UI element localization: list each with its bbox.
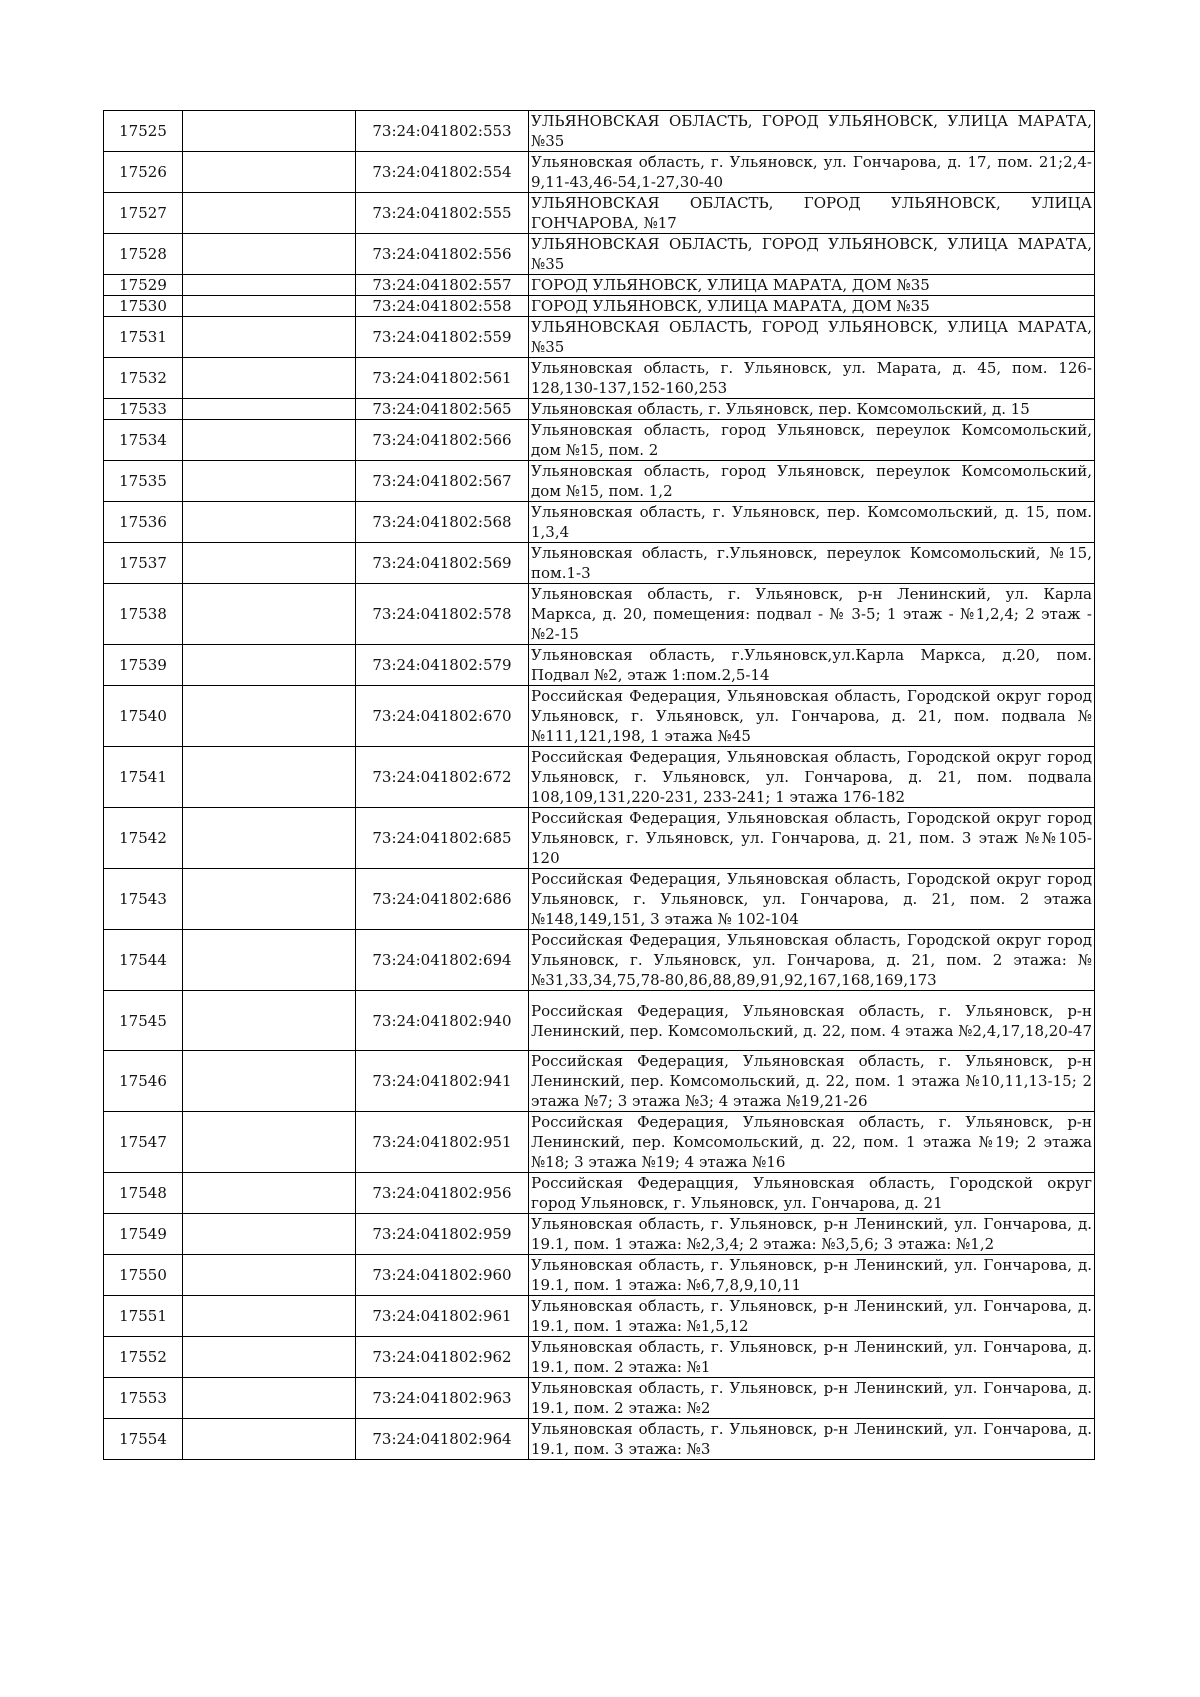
empty-cell bbox=[183, 1173, 356, 1214]
cadastral-number-cell: 73:24:041802:568 bbox=[356, 502, 529, 543]
address-cell: Ульяновская область, г. Ульяновск, р-н Ленинский, ул. Гончарова, д. 19.1, пом. 1 этажа: №2,3,4; 2 этажа: №3,5,6; 3 этажа: №1,2 bbox=[529, 1214, 1095, 1255]
row-number-cell: 17539 bbox=[104, 645, 183, 686]
cadastral-number-cell: 73:24:041802:567 bbox=[356, 461, 529, 502]
row-number-cell: 17535 bbox=[104, 461, 183, 502]
table-row bbox=[104, 584, 1095, 645]
address-cell: Ульяновская область, г.Ульяновск, переулок Комсомольский, №15, пом.1-3 bbox=[529, 543, 1095, 584]
table-row bbox=[104, 1112, 1095, 1173]
cadastral-number-cell: 73:24:041802:960 bbox=[356, 1255, 529, 1296]
table-row bbox=[104, 1419, 1095, 1460]
table-row bbox=[104, 869, 1095, 930]
address-cell: Российская Федерация, Ульяновская область, г. Ульяновск, р-н Ленинский, пер. Комсомольский, д. 22, пом. 1 этажа №19; 2 этажа №18; 3 этажа №19; 4 этажа №16 bbox=[529, 1112, 1095, 1173]
cadastral-number-cell: 73:24:041802:951 bbox=[356, 1112, 529, 1173]
row-number-cell: 17553 bbox=[104, 1378, 183, 1419]
row-number-cell: 17554 bbox=[104, 1419, 183, 1460]
address-cell: Ульяновская область, г.Ульяновск,ул.Карла Маркса, д.20, пом. Подвал №2, этаж 1:пом.2,5-14 bbox=[529, 645, 1095, 686]
table-row bbox=[104, 275, 1095, 296]
registry-body bbox=[104, 111, 1095, 1460]
row-number-cell: 17543 bbox=[104, 869, 183, 930]
row-number-cell: 17537 bbox=[104, 543, 183, 584]
row-number-cell: 17540 bbox=[104, 686, 183, 747]
address-cell: Ульяновская область, г. Ульяновск, р-н Ленинский, ул. Карла Маркса, д. 20, помещения: подвал - № 3-5; 1 этаж - №1,2,4; 2 этаж - №2-15 bbox=[529, 584, 1095, 645]
table-row bbox=[104, 1214, 1095, 1255]
cadastral-number-cell: 73:24:041802:559 bbox=[356, 317, 529, 358]
cadastral-number-cell: 73:24:041802:685 bbox=[356, 808, 529, 869]
empty-cell bbox=[183, 420, 356, 461]
address-cell: Российская Федерация, Ульяновская область, Городской округ город Ульяновск, г. Ульяновск, ул. Гончарова, д. 21, пом. 2 этажа №148,149,151, 3 этажа № 102-104 bbox=[529, 869, 1095, 930]
row-number-cell: 17538 bbox=[104, 584, 183, 645]
row-number-cell: 17541 bbox=[104, 747, 183, 808]
row-number-cell: 17551 bbox=[104, 1296, 183, 1337]
empty-cell bbox=[183, 275, 356, 296]
table-row bbox=[104, 358, 1095, 399]
empty-cell bbox=[183, 152, 356, 193]
empty-cell bbox=[183, 930, 356, 991]
table-row bbox=[104, 399, 1095, 420]
cadastral-number-cell: 73:24:041802:558 bbox=[356, 296, 529, 317]
address-cell: Российская Федерацция, Ульяновская область, Городской округ город Ульяновск, г. Ульяновск, ул. Гончарова, д. 21 bbox=[529, 1173, 1095, 1214]
empty-cell bbox=[183, 808, 356, 869]
cadastral-number-cell: 73:24:041802:961 bbox=[356, 1296, 529, 1337]
cadastral-number-cell: 73:24:041802:579 bbox=[356, 645, 529, 686]
empty-cell bbox=[183, 1051, 356, 1112]
table-row bbox=[104, 317, 1095, 358]
cadastral-number-cell: 73:24:041802:940 bbox=[356, 991, 529, 1051]
empty-cell bbox=[183, 1214, 356, 1255]
table-row bbox=[104, 1173, 1095, 1214]
address-cell: Российская Федерация, Ульяновская область, Городской округ город Ульяновск, г. Ульяновск, ул. Гончарова, д. 21, пом. подвала 108,109,131,220-231, 233-241; 1 этажа 176-182 bbox=[529, 747, 1095, 808]
cadastral-number-cell: 73:24:041802:672 bbox=[356, 747, 529, 808]
cadastral-number-cell: 73:24:041802:959 bbox=[356, 1214, 529, 1255]
table-row bbox=[104, 1378, 1095, 1419]
row-number-cell: 17531 bbox=[104, 317, 183, 358]
empty-cell bbox=[183, 1296, 356, 1337]
empty-cell bbox=[183, 111, 356, 152]
property-registry-table bbox=[103, 110, 1095, 1460]
table-row bbox=[104, 930, 1095, 991]
cadastral-number-cell: 73:24:041802:578 bbox=[356, 584, 529, 645]
address-cell: УЛЬЯНОВСКАЯ ОБЛАСТЬ, ГОРОД УЛЬЯНОВСК, УЛИЦА ГОНЧАРОВА, №17 bbox=[529, 193, 1095, 234]
row-number-cell: 17529 bbox=[104, 275, 183, 296]
address-cell: Российская Федерация, Ульяновская область, Городской округ город Ульяновск, г. Ульяновск, ул. Гончарова, д. 21, пом. 3 этаж №№105-120 bbox=[529, 808, 1095, 869]
table-row bbox=[104, 1337, 1095, 1378]
cadastral-number-cell: 73:24:041802:956 bbox=[356, 1173, 529, 1214]
empty-cell bbox=[183, 1337, 356, 1378]
row-number-cell: 17528 bbox=[104, 234, 183, 275]
row-number-cell: 17547 bbox=[104, 1112, 183, 1173]
empty-cell bbox=[183, 296, 356, 317]
row-number-cell: 17546 bbox=[104, 1051, 183, 1112]
address-cell: ГОРОД УЛЬЯНОВСК, УЛИЦА МАРАТА, ДОМ №35 bbox=[529, 296, 1095, 317]
table-row bbox=[104, 461, 1095, 502]
empty-cell bbox=[183, 399, 356, 420]
row-number-cell: 17552 bbox=[104, 1337, 183, 1378]
cadastral-number-cell: 73:24:041802:686 bbox=[356, 869, 529, 930]
empty-cell bbox=[183, 1112, 356, 1173]
table-row bbox=[104, 1255, 1095, 1296]
cadastral-number-cell: 73:24:041802:962 bbox=[356, 1337, 529, 1378]
empty-cell bbox=[183, 1378, 356, 1419]
table-row bbox=[104, 111, 1095, 152]
address-cell: Ульяновская область, г. Ульяновск, р-н Ленинский, ул. Гончарова, д. 19.1, пом. 1 этажа: №1,5,12 bbox=[529, 1296, 1095, 1337]
cadastral-number-cell: 73:24:041802:556 bbox=[356, 234, 529, 275]
document-page bbox=[103, 110, 1095, 1460]
row-number-cell: 17532 bbox=[104, 358, 183, 399]
empty-cell bbox=[183, 1255, 356, 1296]
address-cell: Ульяновская область, город Ульяновск, переулок Комсомольский, дом №15, пом. 2 bbox=[529, 420, 1095, 461]
row-number-cell: 17550 bbox=[104, 1255, 183, 1296]
empty-cell bbox=[183, 317, 356, 358]
empty-cell bbox=[183, 869, 356, 930]
row-number-cell: 17544 bbox=[104, 930, 183, 991]
table-row bbox=[104, 234, 1095, 275]
empty-cell bbox=[183, 1419, 356, 1460]
empty-cell bbox=[183, 686, 356, 747]
address-cell: Ульяновская область, г. Ульяновск, ул. Гончарова, д. 17, пом. 21;2,4-9,11-43,46-54,1-27,30-40 bbox=[529, 152, 1095, 193]
cadastral-number-cell: 73:24:041802:963 bbox=[356, 1378, 529, 1419]
address-cell: Ульяновская область, г. Ульяновск, р-н Ленинский, ул. Гончарова, д. 19.1, пом. 3 этажа: №3 bbox=[529, 1419, 1095, 1460]
address-cell: Российская Федерация, Ульяновская область, Городской округ город Ульяновск, г. Ульяновск, ул. Гончарова, д. 21, пом. 2 этажа: №№31,33,34,75,78-80,86,88,89,91,92,167,168,169,173 bbox=[529, 930, 1095, 991]
address-cell: Ульяновская область, г. Ульяновск, р-н Ленинский, ул. Гончарова, д. 19.1, пом. 2 этажа: №1 bbox=[529, 1337, 1095, 1378]
table-row bbox=[104, 686, 1095, 747]
table-row bbox=[104, 1296, 1095, 1337]
cadastral-number-cell: 73:24:041802:694 bbox=[356, 930, 529, 991]
address-cell: Российская Федерация, Ульяновская область, г. Ульяновск, р-н Ленинский, пер. Комсомольский, д. 22, пом. 4 этажа №2,4,17,18,20-47 bbox=[529, 991, 1095, 1051]
address-cell: Ульяновская область, г. Ульяновск, ул. Марата, д. 45, пом. 126-128,130-137,152-160,253 bbox=[529, 358, 1095, 399]
row-number-cell: 17526 bbox=[104, 152, 183, 193]
row-number-cell: 17534 bbox=[104, 420, 183, 461]
empty-cell bbox=[183, 645, 356, 686]
address-cell: Российская Федерация, Ульяновская область, Городской округ город Ульяновск, г. Ульяновск, ул. Гончарова, д. 21, пом. подвала №№111,121,198, 1 этажа №45 bbox=[529, 686, 1095, 747]
table-row bbox=[104, 420, 1095, 461]
empty-cell bbox=[183, 234, 356, 275]
row-number-cell: 17545 bbox=[104, 991, 183, 1051]
cadastral-number-cell: 73:24:041802:553 bbox=[356, 111, 529, 152]
empty-cell bbox=[183, 543, 356, 584]
row-number-cell: 17527 bbox=[104, 193, 183, 234]
table-row bbox=[104, 296, 1095, 317]
empty-cell bbox=[183, 461, 356, 502]
address-cell: УЛЬЯНОВСКАЯ ОБЛАСТЬ, ГОРОД УЛЬЯНОВСК, УЛИЦА МАРАТА, №35 bbox=[529, 111, 1095, 152]
empty-cell bbox=[183, 584, 356, 645]
address-cell: Ульяновская область, город Ульяновск, переулок Комсомольский, дом №15, пом. 1,2 bbox=[529, 461, 1095, 502]
empty-cell bbox=[183, 991, 356, 1051]
cadastral-number-cell: 73:24:041802:555 bbox=[356, 193, 529, 234]
address-cell: Ульяновская область, г. Ульяновск, пер. Комсомольский, д. 15 bbox=[529, 399, 1095, 420]
address-cell: ГОРОД УЛЬЯНОВСК, УЛИЦА МАРАТА, ДОМ №35 bbox=[529, 275, 1095, 296]
table-row bbox=[104, 645, 1095, 686]
cadastral-number-cell: 73:24:041802:964 bbox=[356, 1419, 529, 1460]
table-row bbox=[104, 747, 1095, 808]
table-row bbox=[104, 193, 1095, 234]
table-row bbox=[104, 991, 1095, 1051]
address-cell: УЛЬЯНОВСКАЯ ОБЛАСТЬ, ГОРОД УЛЬЯНОВСК, УЛИЦА МАРАТА, №35 bbox=[529, 317, 1095, 358]
row-number-cell: 17525 bbox=[104, 111, 183, 152]
row-number-cell: 17533 bbox=[104, 399, 183, 420]
cadastral-number-cell: 73:24:041802:561 bbox=[356, 358, 529, 399]
address-cell: УЛЬЯНОВСКАЯ ОБЛАСТЬ, ГОРОД УЛЬЯНОВСК, УЛИЦА МАРАТА, №35 bbox=[529, 234, 1095, 275]
cadastral-number-cell: 73:24:041802:554 bbox=[356, 152, 529, 193]
row-number-cell: 17530 bbox=[104, 296, 183, 317]
address-cell: Ульяновская область, г. Ульяновск, р-н Ленинский, ул. Гончарова, д. 19.1, пом. 1 этажа: №6,7,8,9,10,11 bbox=[529, 1255, 1095, 1296]
address-cell: Российская Федерация, Ульяновская область, г. Ульяновск, р-н Ленинский, пер. Комсомольский, д. 22, пом. 1 этажа №10,11,13-15; 2 этажа №7; 3 этажа №3; 4 этажа №19,21-26 bbox=[529, 1051, 1095, 1112]
address-cell: Ульяновская область, г. Ульяновск, пер. Комсомольский, д. 15, пом. 1,3,4 bbox=[529, 502, 1095, 543]
empty-cell bbox=[183, 502, 356, 543]
empty-cell bbox=[183, 747, 356, 808]
cadastral-number-cell: 73:24:041802:565 bbox=[356, 399, 529, 420]
cadastral-number-cell: 73:24:041802:557 bbox=[356, 275, 529, 296]
row-number-cell: 17542 bbox=[104, 808, 183, 869]
cadastral-number-cell: 73:24:041802:941 bbox=[356, 1051, 529, 1112]
table-row bbox=[104, 152, 1095, 193]
table-row bbox=[104, 543, 1095, 584]
cadastral-number-cell: 73:24:041802:569 bbox=[356, 543, 529, 584]
address-cell: Ульяновская область, г. Ульяновск, р-н Ленинский, ул. Гончарова, д. 19.1, пом. 2 этажа: №2 bbox=[529, 1378, 1095, 1419]
row-number-cell: 17549 bbox=[104, 1214, 183, 1255]
cadastral-number-cell: 73:24:041802:566 bbox=[356, 420, 529, 461]
table-row bbox=[104, 502, 1095, 543]
empty-cell bbox=[183, 193, 356, 234]
empty-cell bbox=[183, 358, 356, 399]
table-row bbox=[104, 1051, 1095, 1112]
row-number-cell: 17536 bbox=[104, 502, 183, 543]
cadastral-number-cell: 73:24:041802:670 bbox=[356, 686, 529, 747]
table-row bbox=[104, 808, 1095, 869]
row-number-cell: 17548 bbox=[104, 1173, 183, 1214]
